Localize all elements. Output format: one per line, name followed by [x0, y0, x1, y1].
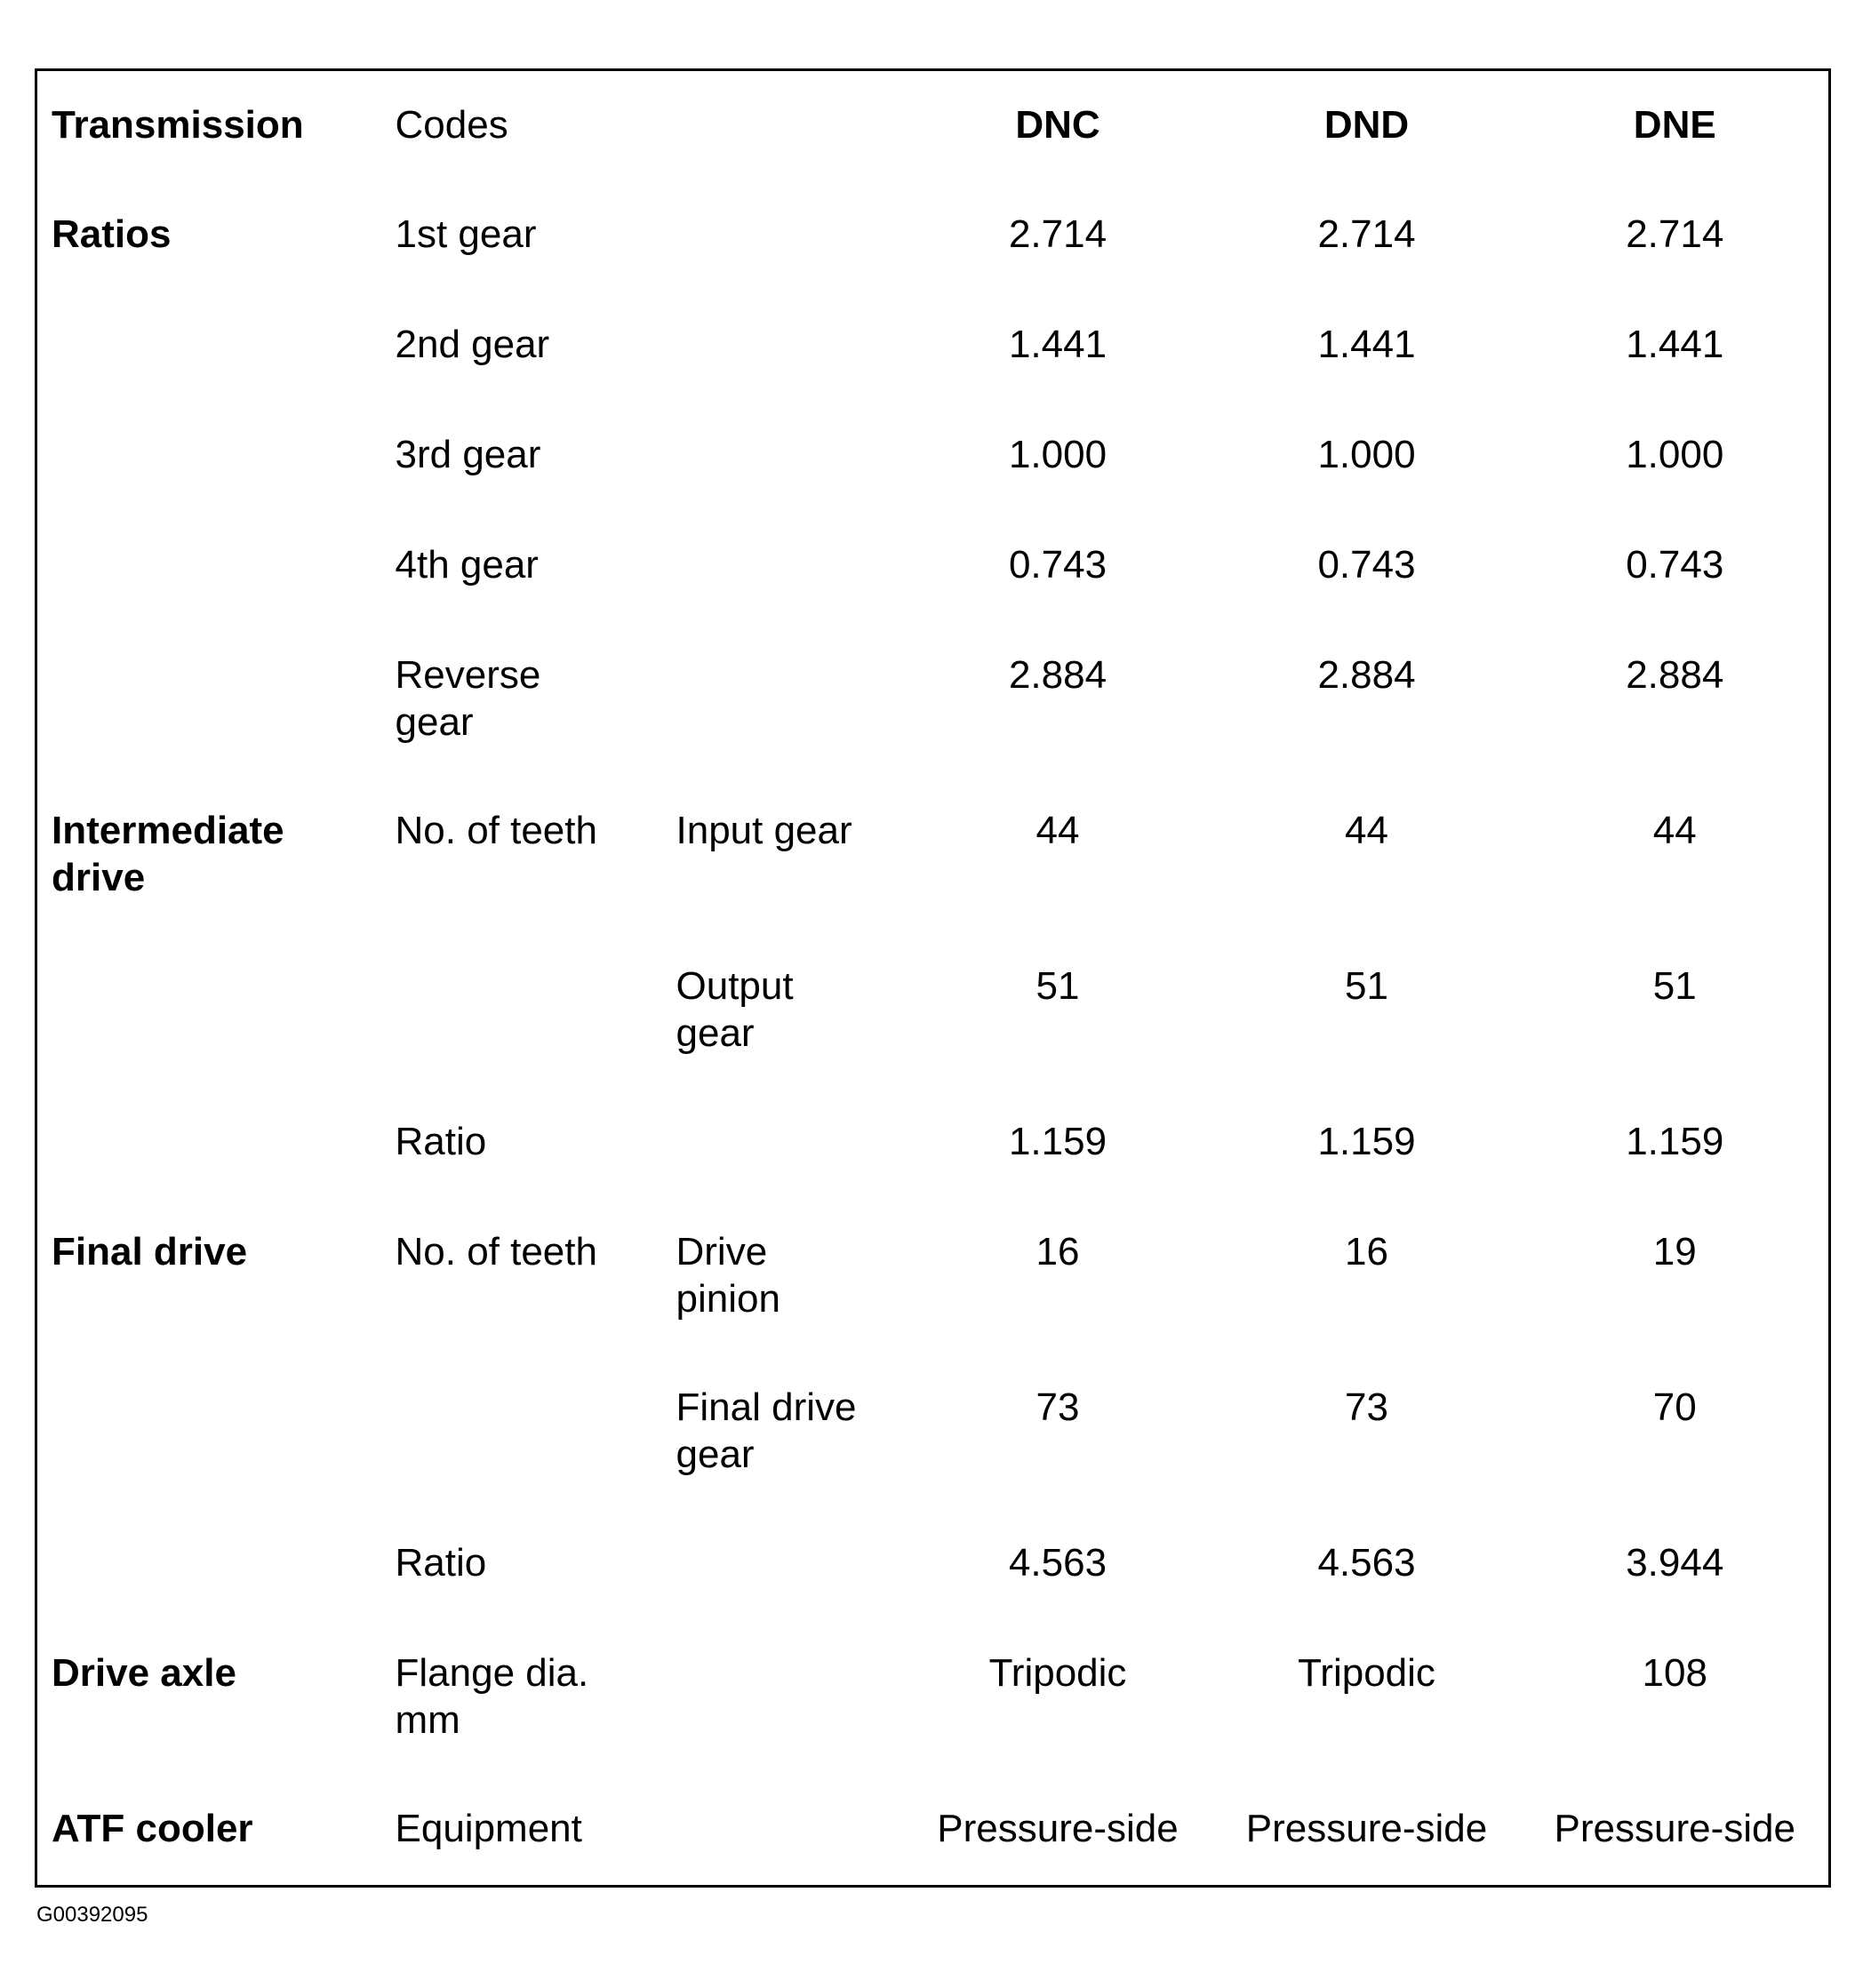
row-label: [662, 1353, 904, 1509]
value-cell: 1.441: [1008, 322, 1107, 366]
value-cell: 1.000: [1317, 432, 1416, 476]
value-cell: 2.884: [1317, 652, 1416, 697]
value-cell: 70: [1652, 1385, 1697, 1429]
header-transmission: Transmission: [52, 103, 304, 147]
header-codes: Codes: [395, 103, 508, 147]
value-cell: 1.159: [1626, 1119, 1724, 1163]
value-cell: 4.563: [1317, 1540, 1416, 1585]
row-label: Equipment: [395, 1806, 582, 1850]
group-label-atf-cooler: ATF cooler: [52, 1806, 253, 1850]
value-cell: 51: [1652, 963, 1697, 1008]
header-code-dnc: DNC: [1015, 103, 1100, 147]
value-cell: Tripodic: [988, 1650, 1127, 1695]
value-cell: 1.159: [1008, 1119, 1107, 1163]
value-cell: 2.714: [1317, 212, 1416, 256]
row-label-text: Final drive gear: [676, 1385, 857, 1476]
row-label: 2nd gear: [395, 322, 550, 366]
table-row: [36, 1619, 1830, 1775]
value-cell: Pressure-side: [1554, 1806, 1795, 1850]
value-cell: 2.884: [1626, 652, 1724, 697]
row-label: [662, 932, 904, 1088]
value-cell: Pressure-side: [937, 1806, 1179, 1850]
value-cell: 2.884: [1008, 652, 1107, 697]
value-cell: 44: [1035, 808, 1080, 852]
value-cell: 1.000: [1008, 432, 1107, 476]
transmission-spec-table: [35, 68, 1831, 1888]
header-code-dne: DNE: [1633, 103, 1716, 147]
teeth-label: No. of teeth: [395, 808, 597, 852]
row-label: 1st gear: [395, 212, 537, 256]
row-label: [662, 1198, 904, 1353]
value-cell: 51: [1345, 963, 1388, 1008]
group-label-intermediate-drive: Intermediate drive: [52, 808, 284, 899]
value-cell: 16: [1035, 1229, 1080, 1273]
value-cell: 108: [1642, 1650, 1707, 1695]
row-label-text: Reverse gear: [395, 652, 541, 744]
header-code-dnd: DND: [1323, 103, 1410, 147]
value-cell: 2.714: [1008, 212, 1107, 256]
table-row: [36, 1198, 1830, 1353]
row-label: Ratio: [395, 1119, 487, 1163]
value-cell: 16: [1345, 1229, 1388, 1273]
value-cell: Pressure-side: [1245, 1806, 1488, 1850]
value-cell: 73: [1345, 1385, 1388, 1429]
row-label: 4th gear: [395, 542, 539, 587]
row-label: Input gear: [676, 808, 852, 852]
group-label-drive-axle: Drive axle: [52, 1650, 236, 1695]
value-cell: 1.441: [1626, 322, 1724, 366]
table-row: [36, 180, 1830, 291]
row-label: [381, 621, 904, 777]
value-cell: 0.743: [1317, 542, 1416, 587]
row-label-text: Drive pinion: [676, 1229, 780, 1321]
figure-code: G00392095: [36, 1903, 148, 1927]
value-cell: 0.743: [1626, 542, 1724, 587]
value-cell: 2.714: [1626, 212, 1724, 256]
value-cell: 73: [1035, 1385, 1080, 1429]
value-cell: 44: [1345, 808, 1388, 852]
value-cell: Tripodic: [1298, 1650, 1435, 1695]
value-cell: 1.000: [1626, 432, 1724, 476]
value-cell: 51: [1035, 963, 1080, 1008]
value-cell: 44: [1652, 808, 1697, 852]
group-label-ratios: Ratios: [52, 212, 172, 256]
row-label: [381, 1619, 904, 1775]
value-cell: 1.159: [1317, 1119, 1416, 1163]
table-row: [36, 1775, 1830, 1887]
value-cell: 3.944: [1626, 1540, 1724, 1585]
row-label: 3rd gear: [395, 432, 541, 476]
row-label-text: Output gear: [676, 963, 794, 1055]
teeth-label: No. of teeth: [395, 1229, 597, 1273]
row-label-text: Flange dia. mm: [395, 1650, 589, 1742]
table-header-row: [36, 70, 1830, 180]
value-cell: 19: [1652, 1229, 1697, 1273]
value-cell: 1.441: [1317, 322, 1416, 366]
table-row: [36, 777, 1830, 932]
group-label-final-drive: Final drive: [52, 1229, 248, 1273]
value-cell: 4.563: [1008, 1540, 1107, 1585]
row-label: Ratio: [395, 1540, 487, 1585]
value-cell: 0.743: [1008, 542, 1107, 587]
